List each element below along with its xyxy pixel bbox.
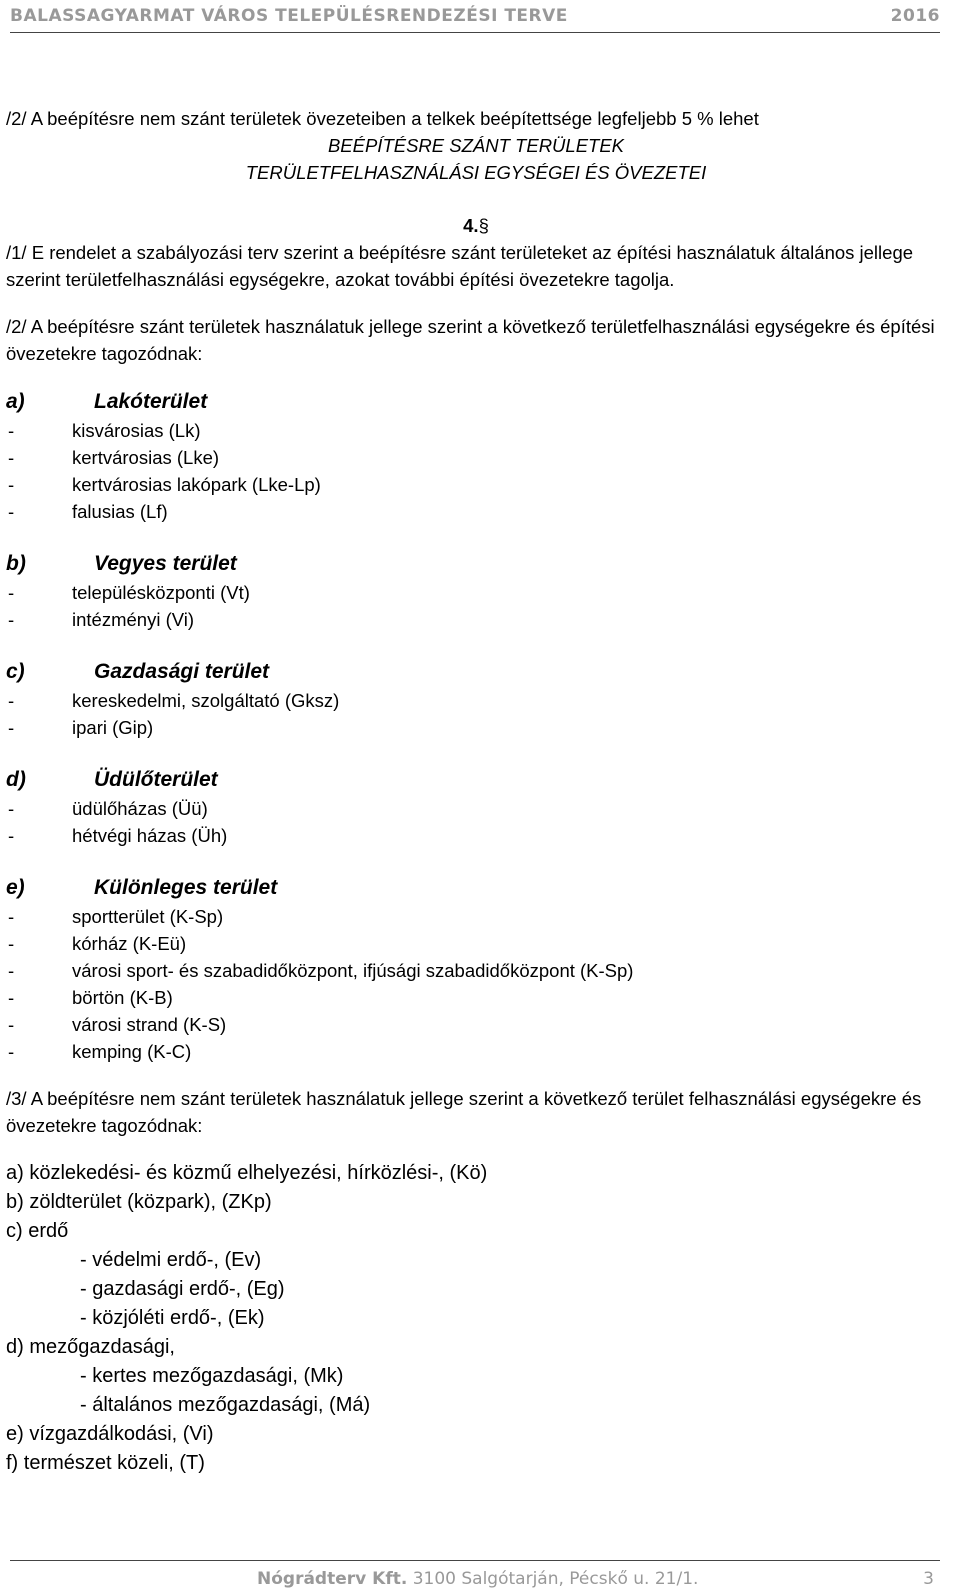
list-item-text: kórház (K-Eü) [72, 933, 187, 954]
list-item-text: hétvégi házas (Üh) [72, 825, 228, 846]
category-items [6, 903, 946, 1065]
list-item [6, 498, 946, 525]
list-item [6, 903, 946, 930]
category-items [6, 579, 946, 633]
list-item-text: kertvárosias lakópark (Lke-Lp) [72, 474, 321, 495]
paragraph-2: /2/ A beépítésre szánt területek használatuk jellege szerint a következő területfelhasználási egységekre és építési övezetekre tagozódnak: [6, 316, 935, 364]
category-heading [6, 765, 946, 795]
heading-line-1: BEÉPÍTÉSRE SZÁNT TERÜLETEK [327, 135, 625, 156]
dash-bullet: - [8, 960, 15, 981]
page-number: 3 [923, 1569, 934, 1589]
dash-bullet: - [8, 420, 15, 441]
dash-bullet: - [8, 690, 15, 711]
dash-bullet: - [8, 717, 15, 738]
section-symbol: § [478, 215, 489, 236]
list3-c-item: - gazdasági erdő-, (Eg) [80, 1278, 285, 1300]
list-item-text: városi strand (K-S) [72, 1014, 227, 1035]
list-item [6, 471, 946, 498]
list-item-text: börtön (K-B) [72, 987, 173, 1008]
category-letter: b) [6, 552, 26, 575]
list-item [6, 822, 946, 849]
dash-bullet: - [8, 582, 15, 603]
page-header [10, 6, 940, 33]
dash-bullet: - [8, 1041, 15, 1062]
list3-c-item: - közjóléti erdő-, (Ek) [80, 1307, 265, 1329]
list-item-text: ipari (Gip) [72, 717, 154, 738]
document-body [6, 105, 946, 1478]
list-item [6, 444, 946, 471]
list-item-text: településközponti (Vt) [72, 582, 250, 603]
heading-line-2: TERÜLETFELHASZNÁLÁSI EGYSÉGEI ÉS ÖVEZETEI [245, 162, 707, 183]
list3-c: c) erdő [6, 1220, 69, 1242]
list-item [6, 687, 946, 714]
footer-company: Nógrádterv Kft. [257, 1569, 408, 1589]
category-items [6, 687, 946, 741]
list3-c-item: - védelmi erdő-, (Ev) [80, 1249, 262, 1271]
dash-bullet: - [8, 798, 15, 819]
list3-d-item: - kertes mezőgazdasági, (Mk) [80, 1365, 344, 1387]
category-name: Vegyes terület [94, 552, 237, 575]
category-heading [6, 549, 946, 579]
dash-bullet: - [8, 987, 15, 1008]
category-letter: d) [6, 768, 26, 791]
dash-bullet: - [8, 825, 15, 846]
list-item [6, 930, 946, 957]
list-item [6, 579, 946, 606]
dash-bullet: - [8, 906, 15, 927]
category-letter: a) [6, 390, 25, 413]
section-number-text: 4. [463, 215, 479, 236]
footer-address: 3100 Salgótarján, Pécskő u. 21/1. [412, 1569, 699, 1589]
category-items [6, 795, 946, 849]
list-item-text: kisvárosias (Lk) [72, 420, 201, 441]
list-item-text: kemping (K-C) [72, 1041, 192, 1062]
list3-d: d) mezőgazdasági, [6, 1336, 175, 1358]
category-list [6, 387, 946, 1065]
list-item [6, 1038, 946, 1065]
paragraph-1: /1/ E rendelet a szabályozási terv szerint a beépítésre szánt területeket az építési használatuk általános jellege szerint területfelhasználási egységekre, azokat további építési övezetekre tagolja. [6, 242, 914, 290]
list-item [6, 795, 946, 822]
category-letter: c) [6, 660, 25, 683]
category-items [6, 417, 946, 525]
list3-d-item: - általános mezőgazdasági, (Má) [80, 1394, 371, 1416]
category-heading [6, 873, 946, 903]
header-year: 2016 [890, 6, 940, 26]
category-name: Gazdasági terület [94, 660, 270, 683]
category-name: Lakóterület [94, 390, 208, 413]
page-footer [10, 1560, 940, 1593]
list-item-text: falusias (Lf) [72, 501, 168, 522]
category-letter: e) [6, 876, 25, 899]
dash-bullet: - [8, 501, 15, 522]
category-block [6, 549, 946, 633]
list-item-text: intézményi (Vi) [72, 609, 195, 630]
category-heading [6, 387, 946, 417]
list-item [6, 714, 946, 741]
list-item [6, 606, 946, 633]
category-name: Különleges terület [94, 876, 278, 899]
category-heading [6, 657, 946, 687]
list3-f: f) természet közeli, (T) [6, 1452, 205, 1474]
dash-bullet: - [8, 933, 15, 954]
list-item-text: kertvárosias (Lke) [72, 447, 220, 468]
category-name: Üdülőterület [94, 768, 218, 791]
category-block [6, 387, 946, 525]
list-item-text: sportterület (K-Sp) [72, 906, 224, 927]
dash-bullet: - [8, 474, 15, 495]
section-number [6, 212, 946, 239]
list-item [6, 984, 946, 1011]
list-item-text: kereskedelmi, szolgáltató (Gksz) [72, 690, 340, 711]
list3-e: e) vízgazdálkodási, (Vi) [6, 1423, 214, 1445]
list-item-text: városi sport- és szabadidőközpont, ifjúsági szabadidőközpont (K-Sp) [72, 960, 634, 981]
dash-bullet: - [8, 609, 15, 630]
list-item [6, 417, 946, 444]
list-item [6, 957, 946, 984]
dash-bullet: - [8, 447, 15, 468]
paragraph-3: /3/ A beépítésre nem szánt területek használatuk jellege szerint a következő terület felhasználási egységekre és övezetekre tagozódnak: [6, 1088, 922, 1136]
dash-bullet: - [8, 1014, 15, 1035]
list3-b: b) zöldterület (közpark), (ZKp) [6, 1191, 272, 1213]
category-block [6, 765, 946, 849]
category-block [6, 873, 946, 1065]
list-item [6, 1011, 946, 1038]
list3-a: a) közlekedési- és közmű elhelyezési, hírközlési-, (Kö) [6, 1162, 488, 1184]
footer-address-line [257, 1569, 698, 1589]
category-block [6, 657, 946, 741]
header-title: BALASSAGYARMAT VÁROS TELEPÜLÉSRENDEZÉSI TERVE [10, 6, 568, 26]
intro-paragraph: /2/ A beépítésre nem szánt területek övezeteiben a telkek beépítettsége legfeljebb 5 % lehet [6, 108, 759, 129]
list-item-text: üdülőházas (Üü) [72, 798, 208, 819]
